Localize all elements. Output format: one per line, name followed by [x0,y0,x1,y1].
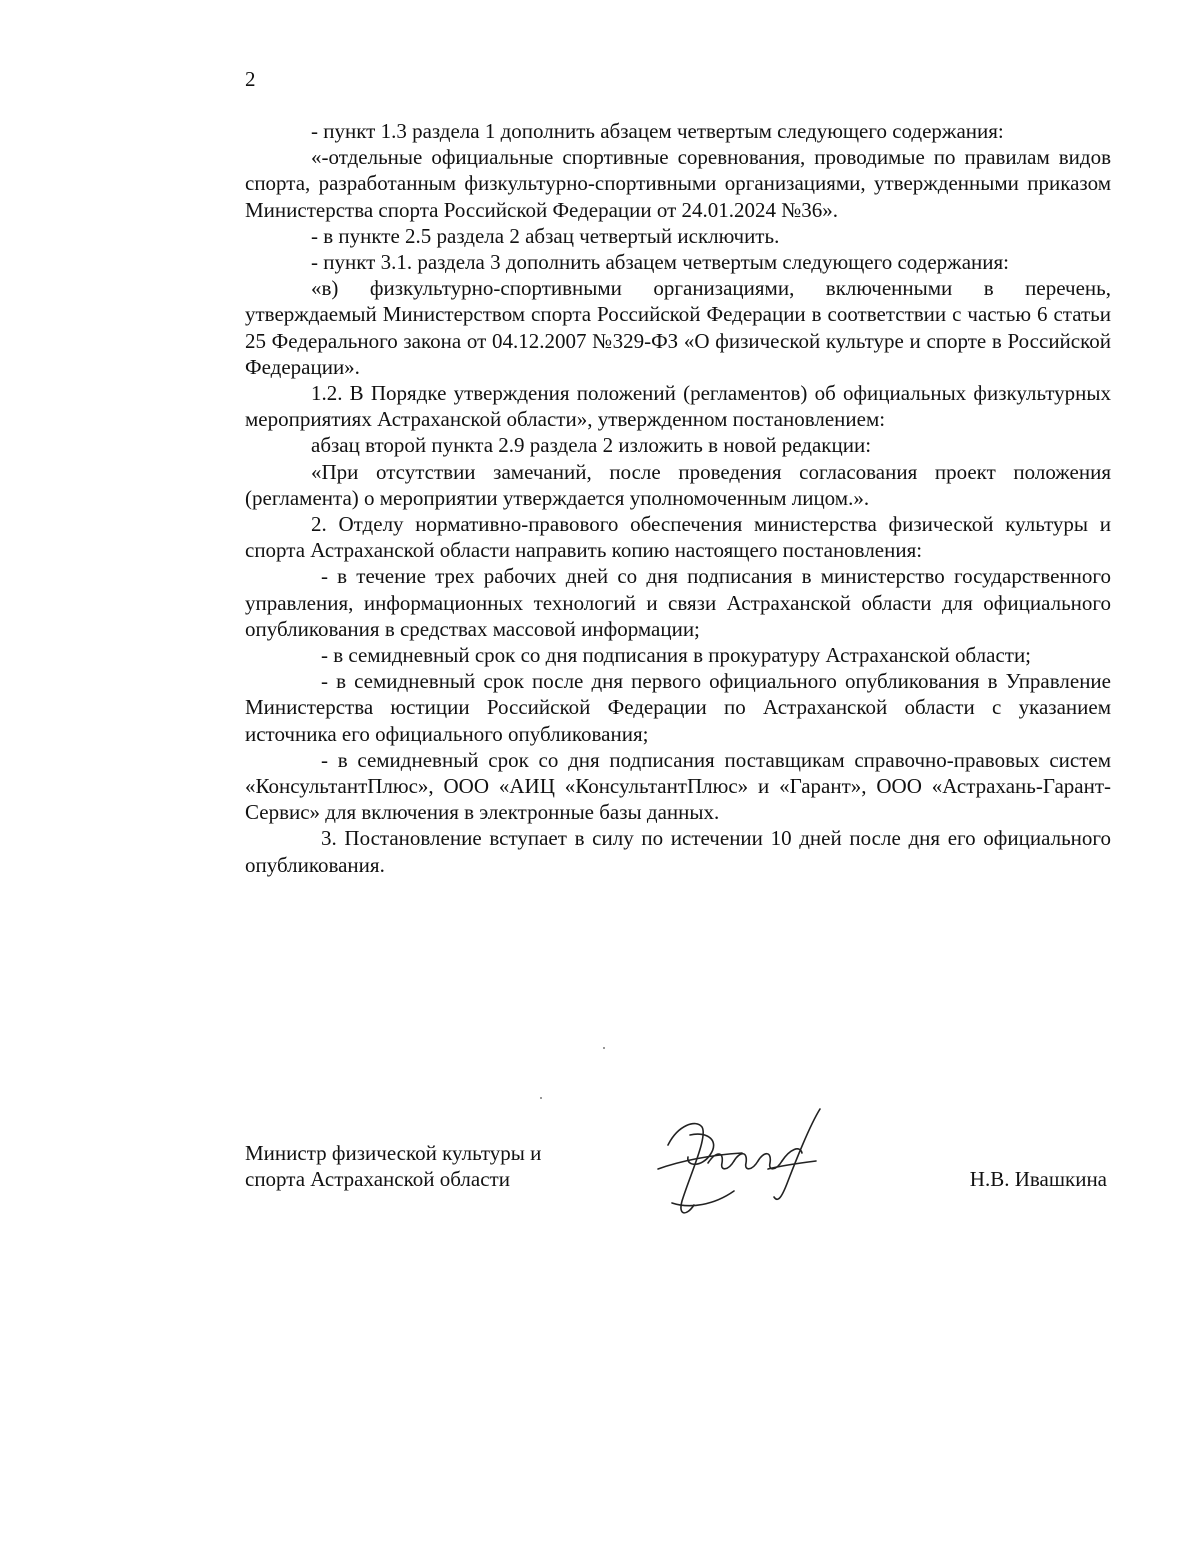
paragraph: - пункт 1.3 раздела 1 дополнить абзацем четвертым следующего содержания: [311,119,1004,143]
page-number: 2 [245,67,256,91]
paragraph: 2. Отделу нормативно-правового обеспечения министерства физической культуры и спорта Астраханской области направить копию настоящего постановления: [245,512,1111,563]
document-body [245,118,1111,878]
paragraph: 3. Постановление вступает в силу по истечении 10 дней после дня его официального опубликования. [245,826,1111,877]
paragraph: - в течение трех рабочих дней со дня подписания в министерство государственного управления, информационных технологий и связи Астраханской области для официального опубликования в средствах массовой информации; [245,564,1111,641]
paragraph: - в семидневный срок со дня подписания поставщикам справочно-правовых систем «КонсультантПлюс», ООО «АИЦ «КонсультантПлюс» и «Гарант», ООО «Астрахань-Гарант-Сервис» для включения в электронные базы данных. [245,747,1111,825]
scan-speck [540,1097,542,1099]
paragraph: «При отсутствии замечаний, после проведения согласования проект положения (регламента) о мероприятии утверждается уполномоченным лицом.». [245,459,1111,510]
handwritten-signature [650,1105,840,1235]
paragraph: - пункт 3.1. раздела 3 дополнить абзацем четвертым следующего содержания: [311,250,1009,275]
signer-title [245,1140,625,1192]
signer-title-line: Министр физической культуры и [245,1141,542,1165]
signature-block [245,1140,1111,1250]
signer-title-line: спорта Астраханской области [245,1167,510,1191]
paragraph: - в пункте 2.5 раздела 2 абзац четвертый исключить. [311,223,780,248]
paragraph: - в семидневный срок со дня подписания в прокуратуру Астраханской области; [321,643,1032,668]
paragraph: 1.2. В Порядке утверждения положений (регламентов) об официальных физкультурных мероприятиях Астраханской области», утвержденном постановлением: [245,381,1111,432]
paragraph: - в семидневный срок после дня первого официального опубликования в Управление Министерства юстиции Российской Федерации по Астраханской области с указанием источника его официального опубликования; [245,669,1111,746]
paragraph: абзац второй пункта 2.9 раздела 2 изложить в новой редакции: [311,433,872,458]
paragraph: «-отдельные официальные спортивные соревнования, проводимые по правилам видов спорта, разработанным физкультурно-спортивными организациями, утвержденными приказом Министерства спорта Российской Федерации от 24.01.2024 №36». [245,145,1111,222]
paragraph: «в) физкультурно-спортивными организациями, включенными в перечень, утверждаемый Министерством спорта Российской Федерации в соответствии с частью 6 статьи 25 Федерального закона от 04.12.2007 №329-ФЗ «О физической культуре и спорте в Российской Федерации». [245,276,1111,379]
scan-speck [603,1047,605,1049]
signer-name: Н.В. Ивашкина [969,1167,1107,1191]
